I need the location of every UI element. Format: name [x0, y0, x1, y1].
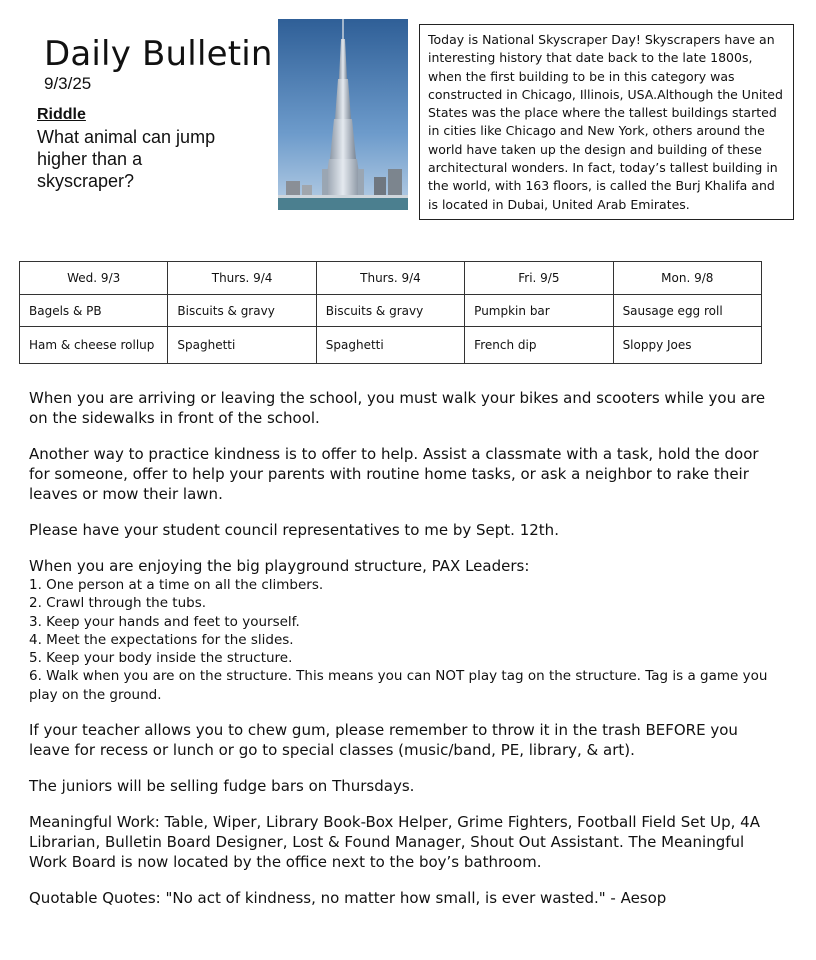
playground-rule: 5. Keep your body inside the structure. — [29, 650, 293, 667]
playground-rule: 4. Meet the expectations for the slides. — [29, 631, 294, 648]
riddle-question: What animal can jump higher than a skyscraper? — [37, 127, 216, 191]
kindness-announcement: Another way to practice kindness is to offer to help. Assist a classmate with a task, hold the door for someone, offer to help your parents with routine home tasks, or ask a neighbor to rake their leaves or mow their lawn. — [29, 445, 759, 503]
menu-cell: Pumpkin bar — [465, 295, 613, 327]
riddle-label: Riddle — [37, 106, 86, 123]
council-announcement: Please have your student council representatives to me by Sept. 12th. — [29, 521, 559, 539]
playground-intro: When you are enjoying the big playground structure, PAX Leaders: — [29, 557, 530, 575]
menu-header-wed: Wed. 9/3 — [20, 262, 168, 295]
menu-cell: Sausage egg roll — [613, 295, 761, 327]
menu-cell: Ham & cheese rollup — [20, 327, 168, 364]
bulletin-date: 9/3/25 — [44, 74, 92, 93]
bulletin-title: Daily Bulletin — [44, 34, 273, 74]
playground-rule: 1. One person at a time on all the climbers. — [29, 577, 324, 593]
menu-header-mon: Mon. 9/8 — [613, 262, 761, 295]
playground-rules-list — [29, 576, 781, 704]
menu-header-thurs-2: Thurs. 9/4 — [316, 262, 464, 295]
fudge-announcement: The juniors will be selling fudge bars on Thursdays. — [29, 777, 415, 796]
menu-cell: Bagels & PB — [20, 295, 168, 327]
skyscraper-photo-icon — [278, 19, 408, 210]
menu-cell: French dip — [465, 327, 613, 364]
menu-cell: Spaghetti — [168, 327, 316, 364]
quotable-quote: Quotable Quotes: "No act of kindness, no matter how small, is ever wasted." - Aesop — [29, 889, 667, 908]
menu-header-thurs: Thurs. 9/4 — [168, 262, 316, 295]
menu-cell: Biscuits & gravy — [168, 295, 316, 327]
meaningful-work-announcement: Meaningful Work: Table, Wiper, Library Book-Box Helper, Grime Fighters, Football Field Set Up, 4A Librarian, Bulletin Board Designer, Lost & Found Manager, Shout Out Assistant. The Meaningful Work Board is now located by the office next to the boy’s bathroom. — [29, 813, 760, 872]
menu-cell: Spaghetti — [316, 327, 464, 364]
gum-announcement: If your teacher allows you to chew gum, please remember to throw it in the trash BEFORE you leave for recess or lunch or go to special classes (music/band, PE, library, & art). — [29, 721, 738, 760]
playground-rule: 3. Keep your hands and feet to yourself. — [29, 613, 300, 630]
menu-row-breakfast — [20, 295, 762, 327]
playground-rule: 6. Walk when you are on the structure. This means you can NOT play tag on the structure. Tag is a game you play on the ground. — [29, 668, 768, 703]
menu-header-fri: Fri. 9/5 — [465, 262, 613, 295]
menu-row-lunch — [20, 327, 762, 364]
announcements — [29, 388, 781, 924]
skyscraper-day-info: Today is National Skyscraper Day! Skyscrapers have an interesting history that date back to the late 1800s, when the first building to be in this category was constructed in Chicago, Illinois, USA.Although the United States was the place where the tallest buildings started in cities like Chicago and New York, others around the world have taken up the design and building of these architectural wonders. In fact, today’s tallest building in the world, with 163 floors, is called the Burj Khalifa and is located in Dubai, United Arab Emirates. — [419, 24, 794, 220]
menu-cell: Biscuits & gravy — [316, 295, 464, 327]
menu-cell: Sloppy Joes — [613, 327, 761, 364]
bikes-announcement: When you are arriving or leaving the school, you must walk your bikes and scooters while you are on the sidewalks in front of the school. — [29, 389, 766, 427]
playground-rule: 2. Crawl through the tubs. — [29, 595, 207, 612]
lunch-menu-table — [19, 261, 762, 364]
